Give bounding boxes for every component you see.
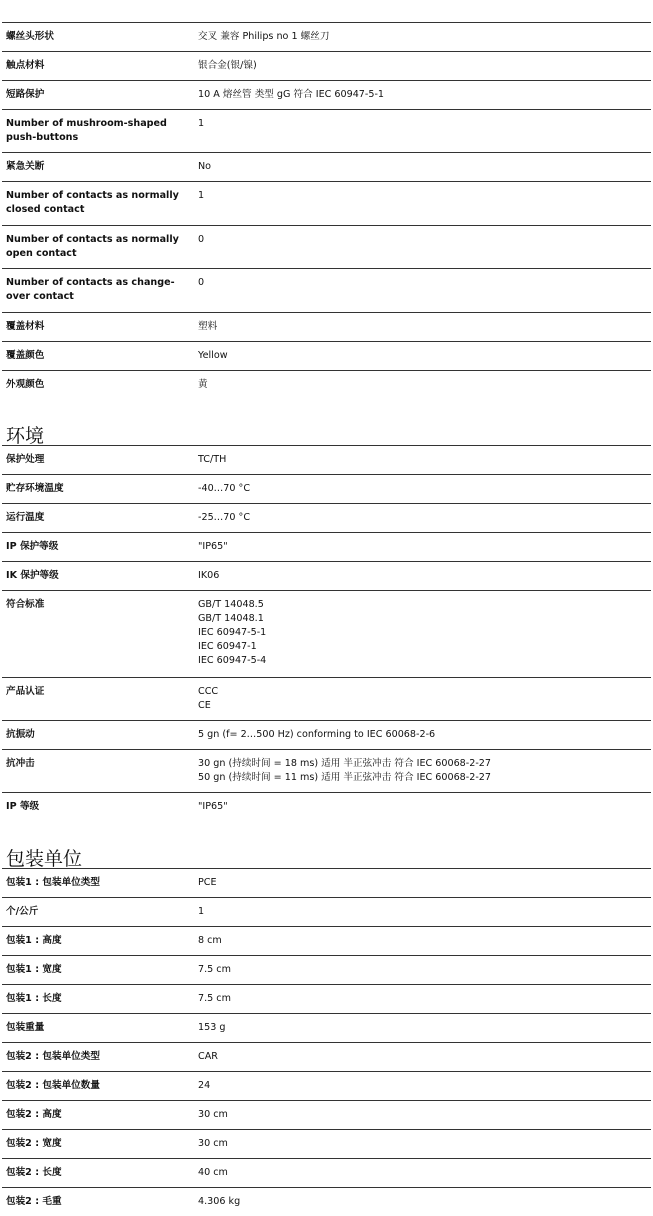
spec-value [194,1100,651,1129]
spec-value-line: IEC 60947-5-4 [198,655,267,667]
spec-table [2,445,651,822]
spec-value [194,984,651,1013]
spec-key: 包装2 : 包装单位类型 [6,1050,100,1062]
spec-value-line: "IP65" [198,801,228,813]
spec-value-line: 50 gn (持续时间 = 11 ms) 适用 半正弦冲击 符合 IEC 60068-2-27 [198,772,492,784]
spec-value [194,897,651,926]
spec-key: 包装2 : 毛重 [6,1195,62,1207]
spec-value-line: 8 cm [198,934,222,946]
spec-value [194,23,651,52]
spec-row [2,591,651,678]
spec-row [2,1187,651,1216]
spec-value-line: 4.306 kg [198,1195,241,1207]
spec-row [2,81,651,110]
spec-row [2,341,651,370]
spec-value [194,182,651,225]
spec-value [194,52,651,81]
spec-value [194,868,651,897]
spec-value [194,750,651,793]
spec-row [2,677,651,720]
spec-value-line: -40…70 °C [198,483,251,495]
spec-row [2,269,651,312]
spec-row [2,984,651,1013]
spec-value [194,721,651,750]
spec-value [194,81,651,110]
spec-section [0,836,653,1216]
spec-value [194,677,651,720]
spec-key: IP 等级 [6,801,40,813]
spec-key: Number of contacts as normally closed contact [6,190,179,216]
spec-row [2,793,651,822]
spec-key: 包装1 : 高度 [6,934,62,946]
spec-value-line: CE [198,699,211,711]
spec-value-line: 30 cm [198,1137,228,1149]
spec-value-line: 塑料 [198,320,218,332]
spec-row [2,533,651,562]
spec-value [194,1158,651,1187]
spec-value-line: 30 cm [198,1108,228,1120]
spec-value [194,533,651,562]
spec-row [2,1158,651,1187]
spec-value [194,562,651,591]
spec-row [2,1100,651,1129]
spec-key: 保护处理 [6,454,45,466]
spec-key: 抗振动 [6,729,35,741]
spec-value-line: 5 gn (f= 2…500 Hz) conforming to IEC 60068-2-6 [198,729,436,741]
spec-value-line: 黄 [198,378,208,390]
spec-table [2,22,651,399]
spec-table [2,868,651,1216]
spec-value-line: CAR [198,1050,218,1062]
spec-value [194,370,651,399]
spec-key: Number of contacts as change-over contact [6,277,175,303]
spec-key: 外观颜色 [6,378,45,390]
spec-value-line: 40 cm [198,1166,228,1178]
spec-row [2,1071,651,1100]
spec-row [2,750,651,793]
spec-key: 短路保护 [6,89,45,100]
spec-key: IK 保护等级 [6,570,59,582]
spec-value [194,225,651,268]
spec-value [194,1042,651,1071]
spec-key: 抗冲击 [6,758,35,770]
spec-value-line: IEC 60947-5-1 [198,627,267,639]
spec-value-line: 1 [198,118,205,129]
spec-key: IP 保护等级 [6,541,59,553]
spec-value-line: IEC 60947-1 [198,641,257,653]
spec-value-line: -25…70 °C [198,512,251,524]
spec-row [2,1042,651,1071]
spec-value [194,926,651,955]
spec-value-line: 10 A 熔丝管 类型 gG 符合 IEC 60947-5-1 [198,89,385,100]
spec-section [0,413,653,822]
spec-section [0,22,653,399]
spec-row [2,110,651,153]
spec-key: 包装2 : 高度 [6,1108,62,1120]
spec-key: Number of contacts as normally open contact [6,233,179,259]
spec-value [194,312,651,341]
spec-row [2,446,651,475]
spec-key: 触点材料 [6,60,45,71]
spec-value [194,153,651,182]
spec-row [2,225,651,268]
spec-row [2,955,651,984]
spec-key: 包装1 : 包装单位类型 [6,876,100,888]
spec-row [2,926,651,955]
spec-key: 包装1 : 长度 [6,992,62,1004]
spec-key: 包装1 : 宽度 [6,963,62,975]
spec-key: 覆盖材料 [6,320,45,332]
spec-row [2,182,651,225]
spec-value-line: 153 g [198,1021,226,1033]
spec-row [2,370,651,399]
spec-row [2,1129,651,1158]
spec-value-line: 0 [198,233,205,245]
spec-value-line: 1 [198,905,205,917]
spec-row [2,475,651,504]
spec-value [194,1129,651,1158]
spec-row [2,721,651,750]
spec-row [2,562,651,591]
spec-row [2,868,651,897]
spec-value-line: 24 [198,1079,211,1091]
spec-value [194,1013,651,1042]
spec-key: 包装2 : 长度 [6,1166,62,1178]
spec-value-line: TC/TH [198,454,227,466]
spec-value-line: 银合金(银/镍) [198,60,257,71]
spec-key: 个/公斤 [6,905,39,917]
spec-value-line: 7.5 cm [198,963,231,975]
spec-value [194,793,651,822]
spec-key: 包装2 : 包装单位数量 [6,1079,100,1091]
spec-value [194,955,651,984]
spec-row [2,1013,651,1042]
spec-key: Number of mushroom-shaped push-buttons [6,118,167,143]
spec-row [2,23,651,52]
spec-key: 产品认证 [6,685,45,697]
spec-key: 紧急关断 [6,161,45,173]
spec-value-line: GB/T 14048.1 [198,613,264,625]
spec-row [2,312,651,341]
spec-key: 符合标准 [6,599,45,611]
spec-value-line: IK06 [198,570,220,582]
spec-value-line: GB/T 14048.5 [198,599,264,611]
spec-value-line: "IP65" [198,541,228,553]
spec-value-line: 1 [198,190,205,202]
spec-row [2,504,651,533]
spec-value-line: Yellow [198,349,228,361]
spec-value [194,269,651,312]
spec-key: 贮存环境温度 [6,483,64,495]
spec-value [194,475,651,504]
spec-value [194,1187,651,1216]
spec-value [194,446,651,475]
spec-value-line: No [198,161,212,173]
section-title: 包装单位 [6,847,83,870]
spec-row [2,52,651,81]
section-title: 环境 [6,425,45,448]
spec-value [194,591,651,678]
spec-value-line: 7.5 cm [198,992,231,1004]
spec-value-line: 0 [198,277,205,289]
spec-key: 螺丝头形状 [6,31,54,42]
spec-key: 覆盖颜色 [6,349,45,361]
spec-value-line: 30 gn (持续时间 = 18 ms) 适用 半正弦冲击 符合 IEC 60068-2-27 [198,758,492,770]
spec-value [194,341,651,370]
spec-row [2,153,651,182]
spec-key: 包装2 : 宽度 [6,1137,62,1149]
spec-value [194,110,651,153]
spec-value-line: PCE [198,876,217,888]
spec-key: 包装重量 [6,1021,45,1033]
spec-value-line: CCC [198,685,219,697]
spec-key: 运行温度 [6,512,45,524]
spec-value [194,504,651,533]
spec-value [194,1071,651,1100]
spec-row [2,897,651,926]
spec-value-line: 交叉 兼容 Philips no 1 螺丝刀 [198,31,330,42]
